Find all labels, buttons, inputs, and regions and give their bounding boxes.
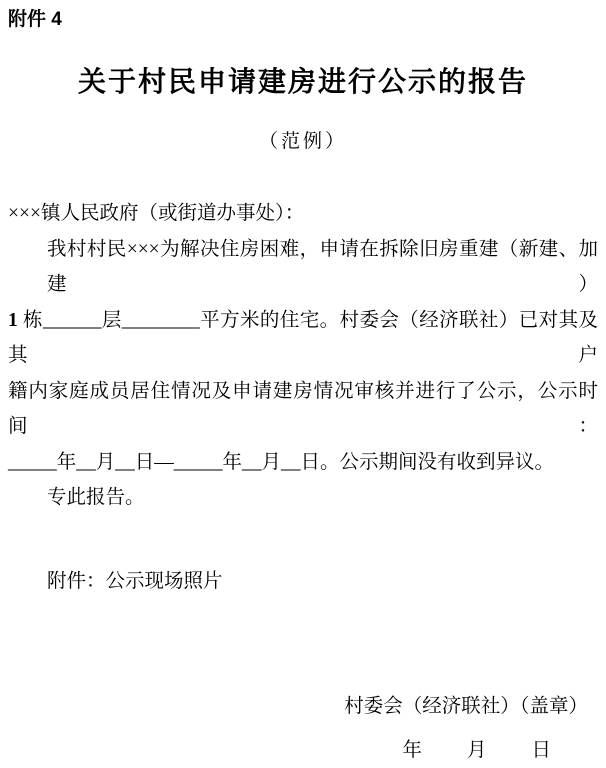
- attachment-label: 附件 4: [8, 8, 598, 32]
- document-subtitle: （范例）: [8, 130, 598, 154]
- month-label: 月: [467, 733, 487, 768]
- body-line-request: 我村村民×××为解决住房困难，申请在拆除旧房重建（新建、加建）: [8, 232, 598, 303]
- year-label: 年: [402, 733, 422, 768]
- body-line-review: 籍内家庭成员居住情况及申请建房情况审核并进行了公示，公示时间：: [8, 374, 598, 445]
- body-line-building-text: 栋______层________平方米的住宅。村委会（经济联社）已对其及其户: [8, 310, 598, 367]
- document-body: [8, 196, 598, 516]
- building-count: 1: [8, 310, 18, 331]
- date-line: [8, 733, 598, 768]
- document-title: 关于村民申请建房进行公示的报告: [8, 63, 598, 100]
- signature-line: 村委会（经济联社）（盖章）: [8, 689, 598, 725]
- body-line-building: [8, 303, 598, 374]
- body-line-dates: _____年__月__日—_____年__月__日。公示期间没有收到异议。: [8, 445, 598, 481]
- attachment-note: 附件：公示现场照片: [8, 564, 598, 600]
- day-label: 日: [531, 733, 551, 768]
- salutation-line: ×××镇人民政府（或街道办事处）：: [8, 196, 598, 232]
- closing-line: 专此报告。: [8, 480, 598, 516]
